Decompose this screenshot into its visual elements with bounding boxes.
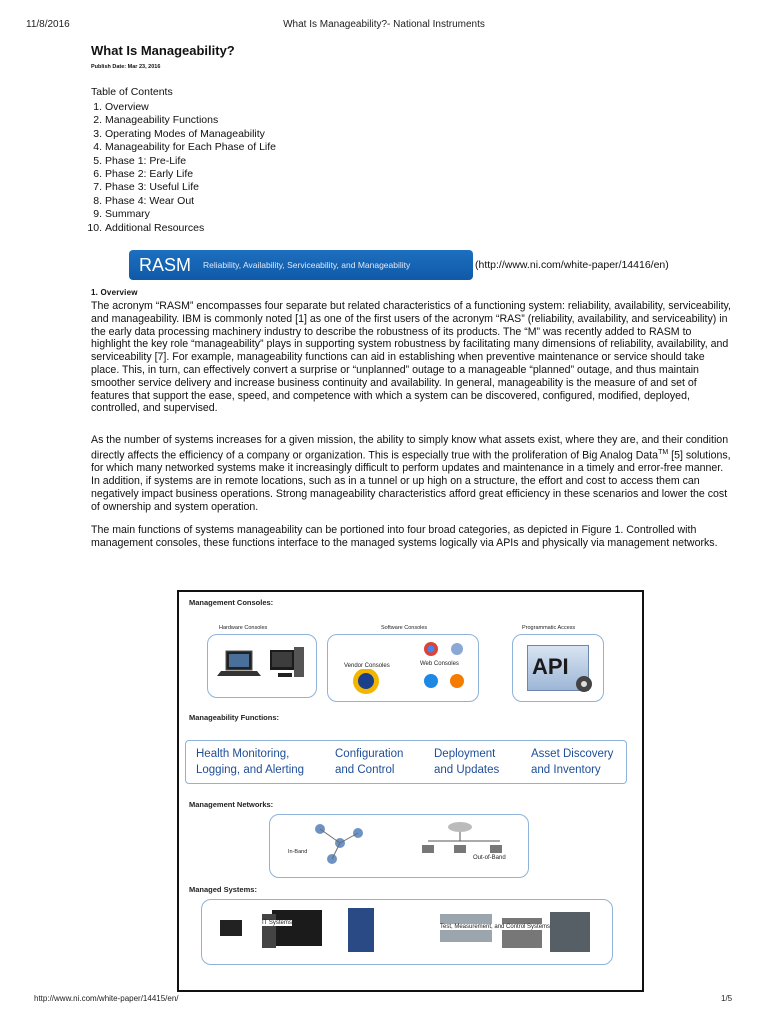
network-diagram-icon bbox=[270, 815, 528, 877]
managed-systems-icons bbox=[202, 900, 612, 964]
vendor-consoles-label: Vendor Consoles bbox=[344, 663, 390, 669]
functions-label: Manageability Functions: bbox=[189, 713, 280, 722]
consoles-label: Management Consoles: bbox=[189, 598, 274, 607]
gear-icon bbox=[573, 673, 595, 695]
paragraph: The main functions of systems manageability can be portioned into four broad categories, as depicted in Figure 1. Controlled with management consoles, these functions interface to the managed systems logically via APIs and physically via management networks. bbox=[91, 524, 718, 549]
footer-url[interactable]: http://www.ni.com/white-paper/14415/en/ bbox=[34, 994, 179, 1003]
table-of-contents bbox=[86, 101, 276, 235]
figure-1 bbox=[177, 590, 644, 992]
paragraph: The acronym “RASM” encompasses four separate but related characteristics of a functioning system: reliability, availability, serviceability, and manageability. IBM is commonly noted [1] as one of the first users of the acronym “RAS” (reliability, availability, and serviceability) in the early data processing machinery industry to describe the robustness of its products. The “M” was recently added to RASM to highlight the key role “manageability” plays in supporting system robustness by facilitating many dimensions of reliability, availability, and serviceability [7]. For example, manageability functions can aid in establishing when preventive maintenance or service should take place. This, in turn, can effectively convert a surprise or “unplanned” outage to a manageable “planned” outage, and thus maintain smoother service delivery and increase business continuity and availability. In general, manageability is the measure of and set of features that support the ease, speed, and competence with which a system can be discovered, configured, modified, deployed, controlled, and supervised. bbox=[91, 300, 732, 415]
toc-item[interactable]: 6. Phase 2: Early Life bbox=[93, 168, 194, 181]
networks-box bbox=[269, 814, 529, 878]
toc-item[interactable]: 2. Manageability Functions bbox=[93, 114, 219, 127]
networks-label: Management Networks: bbox=[189, 800, 274, 809]
toc-heading: Table of Contents bbox=[91, 86, 173, 98]
toc-item[interactable]: 9. Summary bbox=[93, 208, 150, 221]
toc-item[interactable]: 7. Phase 3: Useful Life bbox=[93, 181, 199, 194]
section-heading: 1. Overview bbox=[91, 288, 138, 297]
paragraph: As the number of systems increases for a given mission, the ability to simply know what assets exist, where they are, and their condition directly affects the efficiency of a company or organization. This is especially true with the proliferation of Big Analog Data™ [5] solutions, for which many networked systems make it increasingly difficult to perform updates and maintenance in a timely and error-free manner. In addition, if systems are in remote locations, such as in a tunnel or up high on a structure, the effort and cost to access them can negatively impact business operations. Strong manageability characteristics afford great efficiency in these scenarios and lower the cost of ownership and system operation. bbox=[91, 434, 731, 513]
managed-systems-box bbox=[201, 899, 613, 965]
banner-link[interactable]: (http://www.ni.com/white-paper/14416/en) bbox=[475, 259, 669, 271]
function-health-monitoring: Health Monitoring, Logging, and Alerting bbox=[196, 748, 305, 776]
tmc-systems-label: Test, Measurement, and Control Systems bbox=[440, 924, 551, 930]
function-asset-discovery: Asset Discovery and Inventory bbox=[531, 748, 614, 776]
print-date: 11/8/2016 bbox=[26, 19, 70, 30]
toc-item[interactable]: 3. Operating Modes of Manageability bbox=[93, 127, 265, 140]
out-of-band-label: Out-of-Band bbox=[473, 855, 506, 861]
desktop-computer-icon bbox=[208, 635, 316, 697]
toc-item[interactable]: 10. Additional Resources bbox=[87, 221, 205, 234]
toc-item[interactable]: 4. Manageability for Each Phase of Life bbox=[93, 141, 277, 154]
software-consoles-label: Software Consoles bbox=[381, 625, 428, 631]
programmatic-access-label: Programmatic Access bbox=[522, 625, 576, 631]
web-consoles-label: Web Consoles bbox=[420, 661, 459, 667]
hardware-consoles-box bbox=[207, 634, 317, 698]
function-configuration: Configuration and Control bbox=[335, 748, 404, 776]
systems-label: Managed Systems: bbox=[189, 885, 257, 894]
banner-subtitle: Reliability, Availability, Serviceability, and Manageability bbox=[203, 260, 411, 270]
toc-item[interactable]: 5. Phase 1: Pre-Life bbox=[93, 154, 187, 167]
page-number: 1/5 bbox=[721, 994, 733, 1003]
toc-item[interactable]: 1. Overview bbox=[93, 101, 149, 113]
in-band-label: In-Band bbox=[288, 849, 308, 855]
it-systems-label: IT Systems bbox=[262, 920, 292, 926]
programmatic-access-box bbox=[512, 634, 604, 702]
software-consoles-box bbox=[327, 634, 479, 702]
api-icon: API bbox=[527, 645, 589, 691]
publish-date: Publish Date: Mar 23, 2016 bbox=[91, 64, 161, 70]
functions-box bbox=[185, 740, 627, 784]
banner-title: RASM bbox=[139, 254, 192, 275]
toc-item[interactable]: 8. Phase 4: Wear Out bbox=[93, 194, 195, 207]
page-title: What Is Manageability? bbox=[91, 43, 235, 58]
hardware-consoles-label: Hardware Consoles bbox=[219, 625, 268, 631]
function-deployment: Deployment and Updates bbox=[434, 748, 500, 776]
print-title: What Is Manageability?- National Instruments bbox=[283, 19, 485, 30]
rasm-banner[interactable] bbox=[129, 250, 473, 280]
